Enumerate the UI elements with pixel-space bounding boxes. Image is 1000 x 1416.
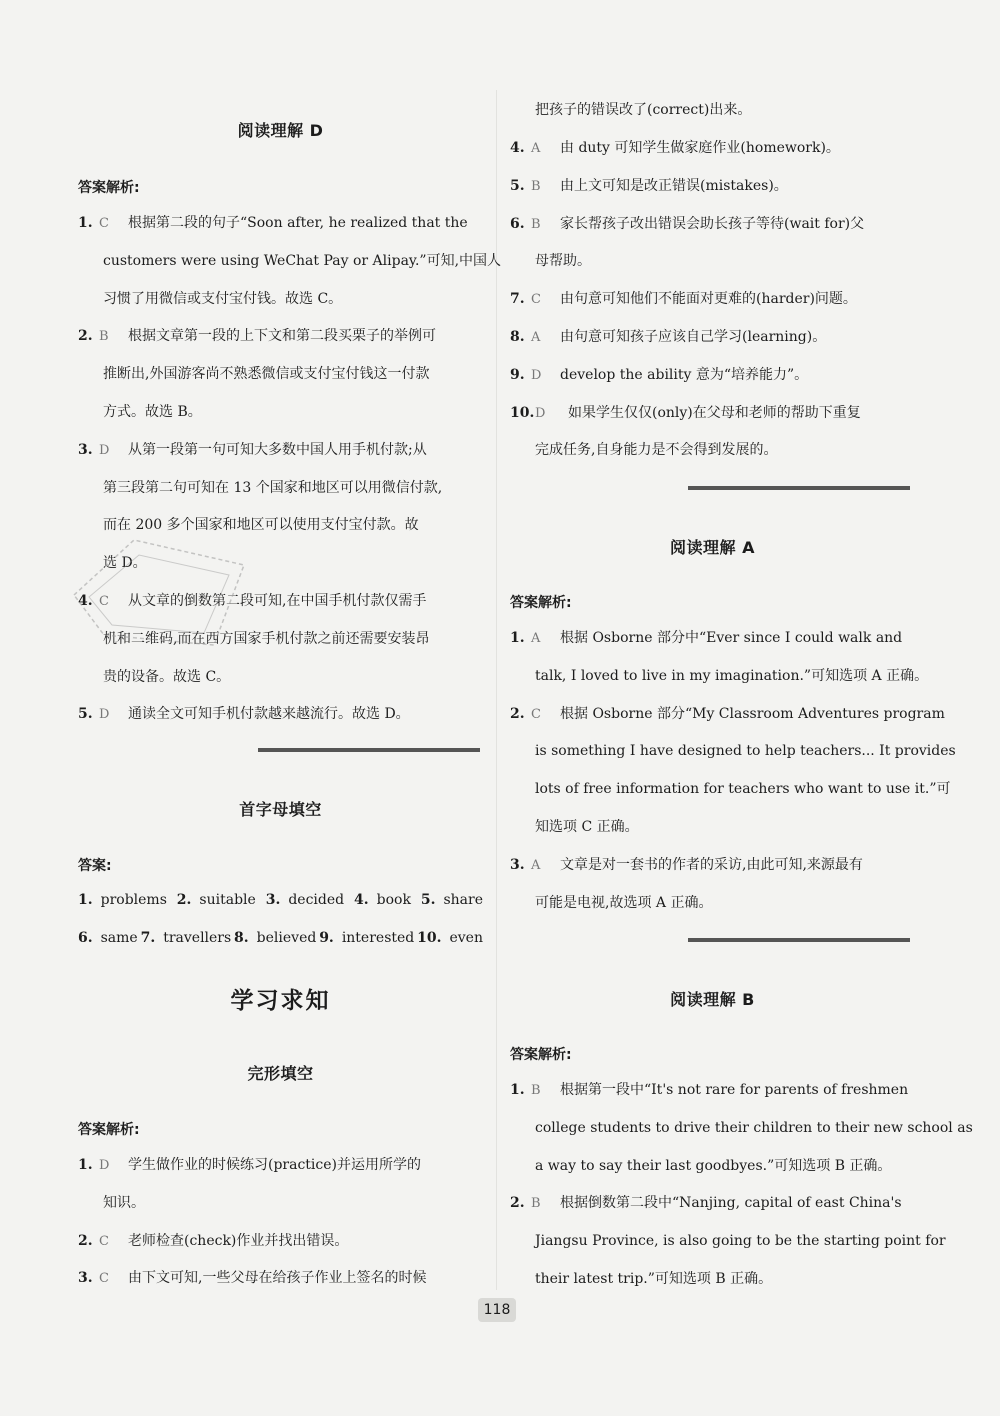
answer-letter: C xyxy=(99,1271,109,1287)
fill-answer xyxy=(78,930,138,946)
fill-answer xyxy=(78,892,167,908)
fill-answer xyxy=(141,930,232,946)
cloze-title: 完形填空 xyxy=(247,1064,314,1083)
explanation-line: develop the ability 意为“培养能力”。 xyxy=(560,366,809,383)
fill-answer xyxy=(421,892,483,908)
initial-fill-row-2 xyxy=(78,930,483,946)
fill-answer xyxy=(417,930,483,946)
unit-title: 学习求知 xyxy=(230,988,331,1014)
fill-number: 10. xyxy=(417,930,442,946)
reading-d-label: 答案解析: xyxy=(78,180,140,196)
item-number: 2. xyxy=(78,328,93,345)
answer-letter: B xyxy=(99,329,109,345)
explanation-line: lots of free information for teachers who want to use it.”可 xyxy=(535,781,951,798)
explanation-line: 从第一段第一句可知大多数中国人用手机付款;从 xyxy=(128,441,427,458)
page-number: 118 xyxy=(478,1298,516,1322)
explanation-line: 由下文可知,一些父母在给孩子作业上签名的时候 xyxy=(128,1270,427,1287)
fill-word: share xyxy=(443,892,483,908)
explanation-line: 从文章的倒数第二段可知,在中国手机付款仅需手 xyxy=(128,593,427,609)
fill-answer xyxy=(266,892,344,908)
explanation-line: customers were using WeChat Pay or Alipay.”可知,中国人 xyxy=(103,252,502,269)
fill-answer xyxy=(354,892,411,908)
item-number: 3. xyxy=(78,441,93,458)
explanation-line: 老师检查(check)作业并找出错误。 xyxy=(128,1232,349,1249)
fill-number: 9. xyxy=(319,930,334,946)
item-number: 2. xyxy=(510,1195,525,1212)
explanation-line: 学生做作业的时候练习(practice)并运用所学的 xyxy=(128,1157,421,1173)
section-rule xyxy=(688,938,910,942)
answer-letter: B xyxy=(531,216,541,232)
answer-letter: D xyxy=(531,367,542,383)
answer-letter: C xyxy=(99,594,109,609)
item-number: 8. xyxy=(510,329,525,345)
answer-letter: A xyxy=(531,330,541,345)
explanation-line: 推断出,外国游客尚不熟悉微信或支付宝付钱这一付款 xyxy=(103,366,430,383)
item-number: 5. xyxy=(78,706,93,723)
reading-a-label: 答案解析: xyxy=(510,595,572,611)
reading-b-label: 答案解析: xyxy=(510,1047,572,1063)
explanation-line: 根据第一段中“It's not rare for parents of freshmen xyxy=(560,1082,909,1098)
stamp-watermark xyxy=(64,525,254,655)
explanation-line: 而在 200 多个国家和地区可以使用支付宝付款。故 xyxy=(103,517,419,534)
answer-letter: A xyxy=(531,141,541,156)
explanation-line: 知识。 xyxy=(103,1194,145,1211)
answer-letter: D xyxy=(99,707,110,723)
item-number: 6. xyxy=(510,215,525,232)
answer-letter: A xyxy=(531,631,541,646)
explanation-line: 根据文章第一段的上下文和第二段买栗子的举例可 xyxy=(128,328,436,345)
explanation-line: 习惯了用微信或支付宝付钱。故选 C。 xyxy=(103,290,343,307)
fill-number: 7. xyxy=(140,930,156,946)
fill-number: 1. xyxy=(78,892,93,908)
explanation-line: a way to say their last goodbyes.”可知选项 B 正确。 xyxy=(535,1157,892,1174)
fill-number: 6. xyxy=(78,930,93,946)
explanation-line: 母帮助。 xyxy=(535,253,591,270)
item-number: 7. xyxy=(510,291,525,308)
fill-number: 2. xyxy=(176,892,192,908)
reading-a-title: 阅读理解 A xyxy=(670,538,755,557)
explanation-line: 知选项 C 正确。 xyxy=(535,818,639,835)
item-number: 5. xyxy=(510,177,525,194)
explanation-line: 贵的设备。故选 C。 xyxy=(103,668,231,685)
item-number: 1. xyxy=(510,1082,525,1098)
item-number: 4. xyxy=(510,140,525,156)
explanation-line: 根据 Osborne 部分“My Classroom Adventures program xyxy=(560,705,945,722)
item-number: 1. xyxy=(78,215,93,231)
explanation-line: 根据倒数第二段中“Nanjing, capital of east China's xyxy=(560,1195,902,1212)
fill-answer xyxy=(234,930,316,946)
answer-letter: D xyxy=(99,1158,110,1173)
answer-letter: C xyxy=(99,1233,109,1249)
item-number: 1. xyxy=(78,1157,93,1173)
fill-word: interested xyxy=(341,930,415,946)
answer-letter: A xyxy=(531,857,541,873)
fill-word: book xyxy=(376,892,411,908)
explanation-line: 完成任务,自身能力是不会得到发展的。 xyxy=(535,442,778,459)
fill-number: 3. xyxy=(265,892,281,908)
explanation-line: 根据第二段的句子“Soon after, he realized that the xyxy=(128,215,468,231)
explanation-line: 选 D。 xyxy=(103,555,147,572)
section-rule xyxy=(688,486,910,490)
explanation-line: 家长帮孩子改出错误会助长孩子等待(wait for)父 xyxy=(560,215,865,232)
explanation-line: talk, I loved to live in my imagination.”可知选项 A 正确。 xyxy=(535,667,929,684)
explanation-line: 文章是对一套书的作者的采访,由此可知,来源最有 xyxy=(560,856,863,873)
explanation-line: 通读全文可知手机付款越来越流行。故选 D。 xyxy=(128,706,410,723)
fill-word: believed xyxy=(256,930,317,946)
section-rule xyxy=(258,748,480,752)
explanation-line: is something I have designed to help teachers... It provides xyxy=(535,743,956,760)
answer-letter: D xyxy=(99,442,110,458)
answer-letter: D xyxy=(535,405,546,421)
explanation-line: 如果学生仅仅(only)在父母和老师的帮助下重复 xyxy=(568,404,861,421)
explanation-line: 由 duty 可知学生做家庭作业(homework)。 xyxy=(560,140,840,156)
fill-word: even xyxy=(449,930,483,946)
reading-b-title: 阅读理解 B xyxy=(670,990,755,1009)
explanation-line: 根据 Osborne 部分中“Ever since I could walk and xyxy=(560,630,903,646)
cloze-label: 答案解析: xyxy=(78,1122,140,1138)
explanation-line: their latest trip.”可知选项 B 正确。 xyxy=(535,1270,773,1287)
explanation-line: 由句意可知他们不能面对更难的(harder)问题。 xyxy=(560,291,857,308)
item-number: 2. xyxy=(78,1232,93,1249)
item-number: 2. xyxy=(510,705,525,722)
explanation-line: 由上文可知是改正错误(mistakes)。 xyxy=(560,177,788,194)
explanation-line: 由句意可知孩子应该自己学习(learning)。 xyxy=(560,329,827,345)
explanation-line: college students to drive their children to their new school as xyxy=(535,1119,973,1136)
answer-letter: B xyxy=(531,1196,541,1212)
fill-word: suitable xyxy=(199,892,256,908)
item-number: 10. xyxy=(510,404,535,421)
explanation-line: Jiangsu Province, is also going to be the starting point for xyxy=(535,1233,946,1250)
item-number: 1. xyxy=(510,630,525,646)
fill-number: 5. xyxy=(420,892,436,908)
initial-fill-label: 答案: xyxy=(78,858,112,874)
explanation-line: 可能是电视,故选项 A 正确。 xyxy=(535,894,713,911)
fill-number: 4. xyxy=(354,892,369,908)
fill-number: 8. xyxy=(234,930,249,946)
initial-fill-row-1 xyxy=(78,892,483,908)
explanation-line: 方式。故选 B。 xyxy=(103,403,202,420)
answer-letter: C xyxy=(99,216,109,231)
cloze-continued-line: 把孩子的错误改了(correct)出来。 xyxy=(535,102,752,118)
fill-answer xyxy=(319,930,414,946)
explanation-line: 机和二维码,而在西方国家手机付款之前还需要安装昂 xyxy=(103,630,430,647)
item-number: 3. xyxy=(510,856,525,873)
fill-word: same xyxy=(100,930,138,946)
explanation-line: 第三段第二句可知在 13 个国家和地区可以用微信付款, xyxy=(103,479,443,496)
answer-letter: C xyxy=(531,292,541,308)
item-number: 4. xyxy=(78,593,93,609)
item-number: 9. xyxy=(510,366,525,383)
fill-word: decided xyxy=(288,892,345,908)
fill-answer xyxy=(177,892,256,908)
initial-fill-title: 首字母填空 xyxy=(239,800,322,819)
answer-letter: B xyxy=(531,1083,541,1098)
answer-letter: C xyxy=(531,706,541,722)
answer-letter: B xyxy=(531,178,541,194)
fill-word: travellers xyxy=(163,930,232,946)
fill-word: problems xyxy=(100,892,167,908)
reading-d-title: 阅读理解 D xyxy=(237,121,324,140)
item-number: 3. xyxy=(78,1270,93,1287)
